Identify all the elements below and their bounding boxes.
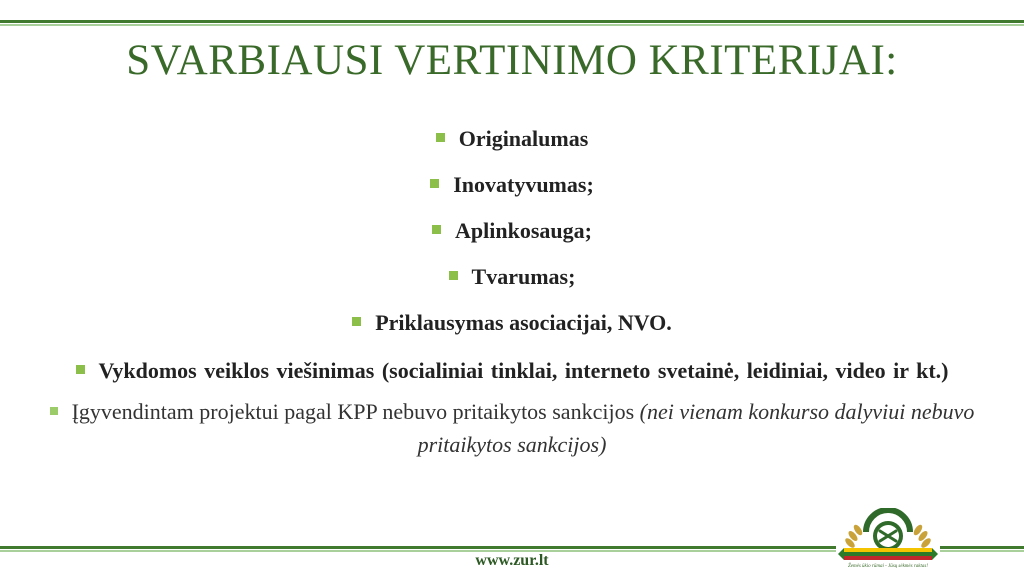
logo-tagline: Žemės ūkio rūmai - Jūsų sėkmės raktas! (848, 564, 928, 569)
bullet-square-icon (50, 407, 58, 415)
bullet-square-icon (76, 365, 85, 374)
list-item: Inovatyvumas; (30, 170, 994, 200)
sanctions-note: (nei vienam konkurso dalyviui nebuvo pritaikytos sankcijos) (417, 399, 975, 457)
chamber-logo (836, 508, 940, 576)
list-item: Tvarumas; (30, 262, 994, 292)
slide-title: SVARBIAUSI VERTINIMO KRITERIJAI: (126, 37, 898, 84)
bullet-square-icon (352, 317, 361, 326)
list-item: Vykdomos veiklos viešinimas (socialiniai tinklai, interneto svetainė, leidiniai, video ir kt.) (30, 354, 994, 387)
top-divider (0, 20, 1024, 23)
bullet-square-icon (432, 225, 441, 234)
list-item: Aplinkosauga; (30, 216, 994, 246)
top-divider-shadow (0, 24, 1024, 26)
website-link[interactable]: www.zur.lt (475, 552, 549, 569)
chamber-emblem-icon (836, 508, 940, 566)
bullet-square-icon (430, 179, 439, 188)
list-item: Originalumas (30, 124, 994, 154)
list-item-sanctions: Įgyvendintam projektui pagal KPP nebuvo pritaikytos sankcijos (nei vienam konkurso dalyviui nebuvo pritaikytos sankcijos) (30, 395, 994, 461)
list-item: Priklausymas asociacijai, NVO. (30, 308, 994, 338)
bullet-square-icon (436, 133, 445, 142)
bullet-square-icon (449, 271, 458, 280)
criteria-list (30, 124, 994, 477)
